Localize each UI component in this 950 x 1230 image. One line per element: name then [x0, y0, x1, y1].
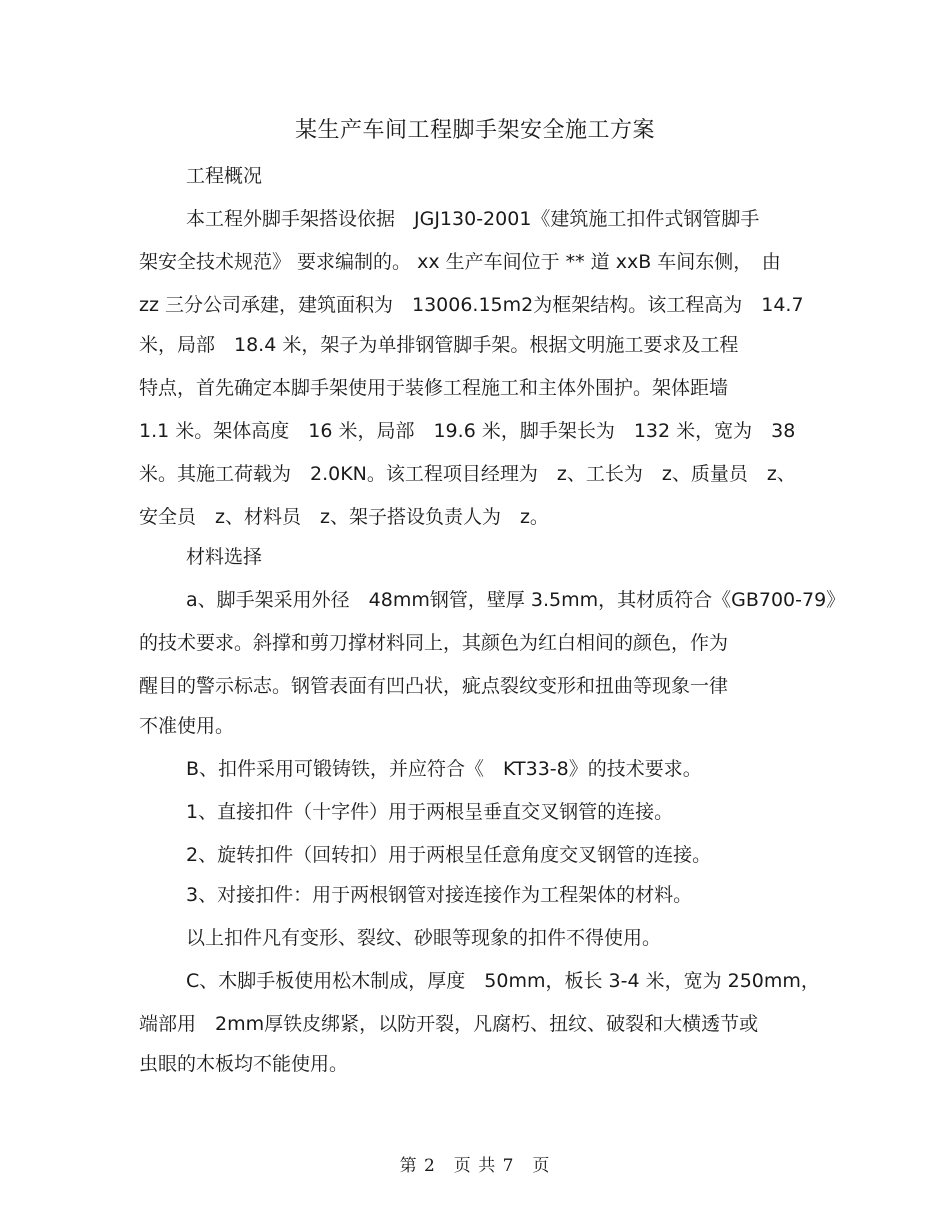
- document-title: 某生产车间工程脚手架安全施工方案: [294, 118, 655, 143]
- paragraph-line: 特点，首先确定本脚手架使用于装修工程施工和主体外围护。架体距墙: [139, 377, 729, 399]
- list-item: 3、对接扣件：用于两根钢管对接连接作为工程架体的材料。: [186, 884, 693, 906]
- paragraph-line: zz 三分公司承建，建筑面积为 13006.15m2为框架结构。该工程高为 14.7: [139, 294, 804, 316]
- paragraph-line: a、脚手架采用外径 48mm钢管，壁厚 3.5mm，其材质符合《GB700-79》: [186, 589, 846, 611]
- paragraph-line: 本工程外脚手架搭设依据 JGJ130-2001《建筑施工扣件式钢管脚手: [186, 208, 760, 230]
- paragraph-line: 米，局部 18.4 米，架子为单排钢管脚手架。根据文明施工要求及工程: [139, 334, 739, 356]
- paragraph-line: 架安全技术规范》 要求编制的。 xx 生产车间位于 ** 道 xxB 车间东侧， 由: [139, 251, 781, 273]
- list-item: 1、直接扣件（十字件）用于两根呈垂直交叉钢管的连接。: [186, 801, 674, 823]
- paragraph-line: 米。其施工荷载为 2.0KN。该工程项目经理为 z、工长为 z、质量员 z、: [139, 463, 796, 485]
- list-item: 2、旋转扣件（回转扣）用于两根呈任意角度交叉钢管的连接。: [186, 844, 712, 866]
- paragraph-line: 以上扣件凡有变形、裂纹、砂眼等现象的扣件不得使用。: [186, 927, 662, 949]
- section-heading-materials: 材料选择: [186, 546, 263, 568]
- paragraph-line: 1.1 米。架体高度 16 米，局部 19.6 米，脚手架长为 132 米，宽为 38: [139, 420, 796, 442]
- paragraph-line: 端部用 2mm厚铁皮绑紧，以防开裂，凡腐朽、扭纹、破裂和大横透节或: [139, 1013, 759, 1035]
- paragraph-line: B、扣件采用可锻铸铁，并应符合《 KT33-8》的技术要求。: [186, 758, 702, 780]
- paragraph-line: 醒目的警示标志。钢管表面有凹凸状，疵点裂纹变形和扭曲等现象一律: [139, 675, 729, 697]
- paragraph-line: 的技术要求。斜撑和剪刀撑材料同上，其颜色为红白相间的颜色，作为: [139, 632, 729, 654]
- paragraph-line: 虫眼的木板均不能使用。: [139, 1053, 349, 1075]
- paragraph-line: 安全员 z、材料员 z、架子搭设负责人为 z。: [139, 506, 549, 528]
- paragraph-line: C、木脚手板使用松木制成，厚度 50mm，板长 3-4 米，宽为 250mm，: [186, 970, 820, 992]
- page-number-footer: 第 2 页 共 7 页: [399, 1156, 551, 1176]
- paragraph-line: 不准使用。: [139, 715, 235, 737]
- section-heading-overview: 工程概况: [186, 165, 263, 187]
